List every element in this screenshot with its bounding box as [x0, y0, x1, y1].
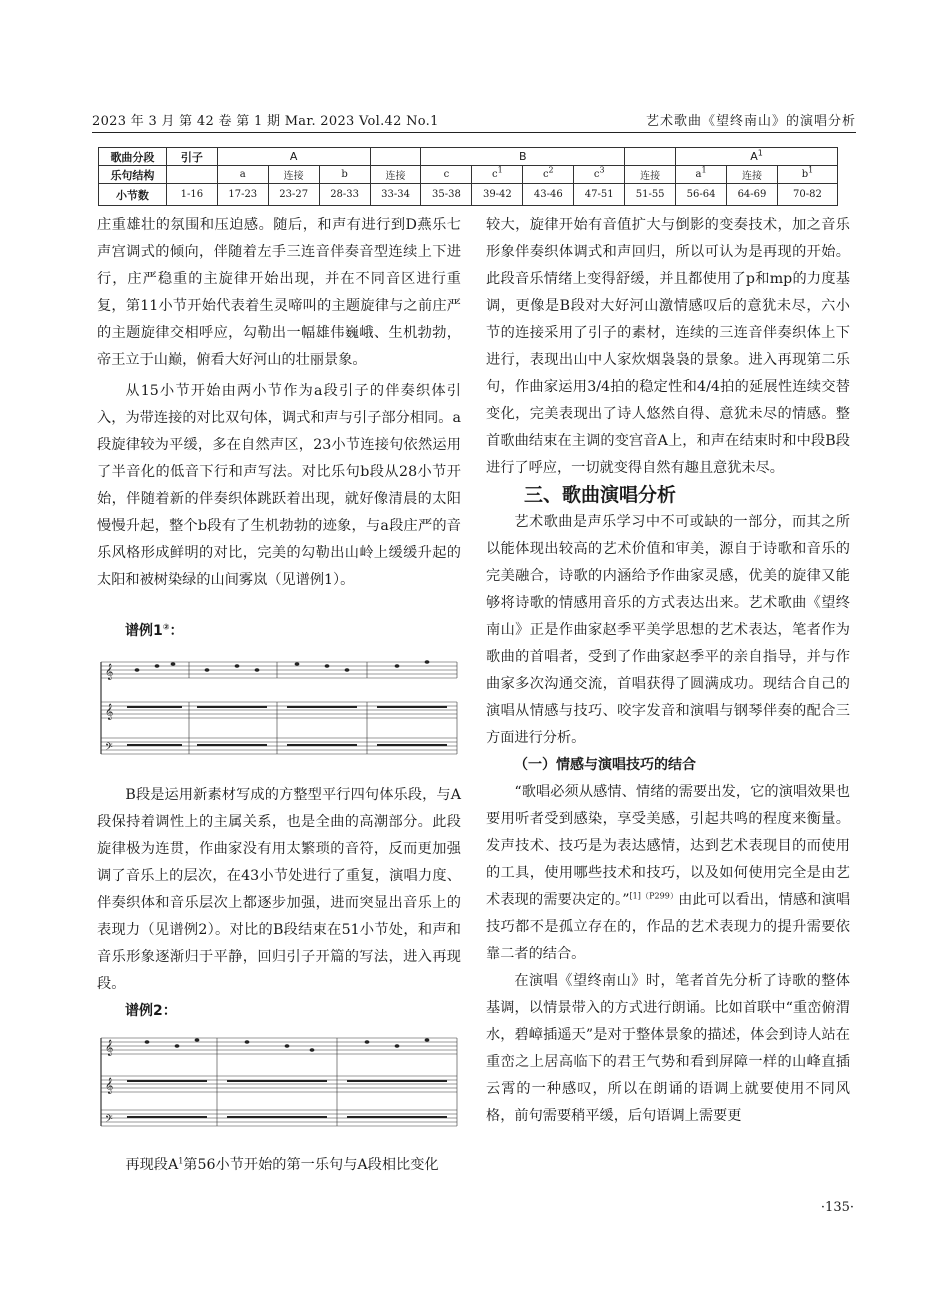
svg-text:𝄞: 𝄞 — [105, 1040, 114, 1056]
row-label: 乐句结构 — [99, 166, 167, 184]
bar-cell: 64-69 — [727, 184, 778, 206]
table-row-sections — [99, 148, 838, 166]
phrase-cell: 连接 — [268, 166, 319, 184]
structure-table — [98, 147, 838, 206]
phrase-cell: 连接 — [625, 166, 676, 184]
phrase-cell — [472, 166, 523, 184]
bar-cell: 70-82 — [777, 184, 837, 206]
section-heading: 三、歌曲演唱分析 — [524, 484, 677, 506]
phrase-sup: 2 — [548, 165, 554, 175]
footnote-mark: ② — [162, 622, 170, 632]
bar-cell: 23-27 — [268, 184, 319, 206]
phrase-label: c — [492, 169, 498, 180]
bar-cell: 47-51 — [574, 184, 625, 206]
bar-cell: 35-38 — [421, 184, 472, 206]
phrase-cell: b — [319, 166, 370, 184]
section-sup: 1 — [757, 148, 763, 158]
table-cell — [370, 148, 421, 166]
phrase-label: a — [695, 169, 702, 180]
phrase-cell: 连接 — [727, 166, 778, 184]
example-1-caption — [125, 620, 184, 640]
section-cell: A — [217, 148, 370, 166]
paragraph: B段是运用新素材写成的方整型平行四句体乐段，与A段保持着调性上的主属关系，也是全曲的高潮部分。此段旋律极为连贯，作曲家没有用太繁琐的音符，反而更加强调了音乐上的层次，在43小节处进行了重复，演唱力度、伴奏织体和音乐层次上都逐步加强，进而突显出音乐上的表现力（见谱例2）。对比的B段结束在51小节处，和声和音乐形象逐渐归于平静，回归引子开篇的写法，进入再现段。 — [97, 787, 461, 992]
paragraph: 艺术歌曲是声乐学习中不可或缺的一部分，而其之所以能体现出较高的艺术价值和审美，源自于诗歌和音乐的完美融合，诗歌的内涵给予作曲家灵感，优美的旋律又能够将诗歌的情感用音乐的方式表达出来。艺术歌曲《望终南山》正是作曲家赵季平美学思想的艺术表达，笔者作为歌曲的首唱者，受到了作曲家赵季平的亲自指导，并与作曲家多次沟通交流，首唱获得了圆满成功。现结合自己的演唱从情感与技巧、咬字发音和演唱与钢琴伴奏的配合三方面进行分析。 — [486, 514, 850, 746]
superscript: 1 — [178, 1156, 184, 1166]
left-column-end — [97, 1152, 461, 1179]
phrase-sup: 1 — [497, 165, 503, 175]
phrase-cell: 连接 — [370, 166, 421, 184]
phrase-cell — [574, 166, 625, 184]
row-label: 歌曲分段 — [99, 148, 167, 166]
bar-cell: 17-23 — [217, 184, 268, 206]
phrase-label: c — [593, 169, 600, 180]
caption-colon: ： — [169, 623, 184, 639]
bar-cell: 33-34 — [370, 184, 421, 206]
paragraph: 较大，旋律开始有音值扩大与倒影的变奏技术，加之音乐形象伴奏织体调式和声回归，所以可认为是再现的开始。此段音乐情绪上变得舒缓，并且都使用了p和mp的力度基调，更像是B段对大好河山激情感叹后的意犹未尽，六小节的连接采用了引子的素材，连续的三连音伴奏织体上下进行，表现出山中人家炊烟袅袅的景象。进入再现第二乐句，作曲家运用3/4拍的稳定性和4/4拍的延展性连续交替变化，完美表现出了诗人悠然自得、意犹未尽的情感。整首歌曲结束在主调的变宫音A上，和声在结束时和中段B段进行了呼应，一切就变得自然有趣且意犹未尽。 — [486, 217, 850, 476]
bar-cell: 51-55 — [625, 184, 676, 206]
phrase-label: c — [542, 169, 549, 180]
phrase-cell — [777, 166, 837, 184]
text-run: 再现段A — [125, 1157, 179, 1173]
text-run: 第56小节开始的第一乐句与A段相比变化 — [183, 1157, 439, 1173]
caption-label: 谱例1 — [125, 623, 163, 639]
bar-cell: 1-16 — [166, 184, 217, 206]
subsection-heading: （一）情感与演唱技巧的结合 — [514, 757, 696, 773]
phrase-cell: a — [217, 166, 268, 184]
quote-text: “歌唱必须从感情、情绪的需要出发，它的演唱效果也要用听者受到感染，享受美感，引起共鸣的程度来衡量。发声技术、技巧是为表达感情，达到艺术表现目的而使用的工具，使用哪些技术和技巧，以及如何使用完全是由艺术表现的需要决定的。” — [486, 784, 850, 908]
table-row-phrases — [99, 166, 838, 184]
phrase-cell — [523, 166, 574, 184]
phrase-sup: 1 — [701, 165, 707, 175]
paragraph: 庄重雄壮的氛围和压迫感。随后，和声有进行到D燕乐七声宫调式的倾向，伴随着左手三连音伴奏音型连续上下进行，庄严稳重的主旋律开始出现，并在不同音区进行重复，第11小节开始代表着生灵啼叫的主题旋律与之前庄严的主题旋律交相呼应，勾勒出一幅雄伟巍峨、生机勃勃，帝王立于山巅，俯看大好河山的壮丽景象。 — [97, 217, 461, 368]
example-2-caption: 谱例2： — [125, 1003, 177, 1019]
header-rule — [92, 132, 856, 133]
right-column — [486, 212, 850, 1130]
svg-text:𝄞: 𝄞 — [105, 704, 114, 720]
running-header-left: 2023 年 3 月 第 42 卷 第 1 期 Mar. 2023 Vol.42 No.1 — [92, 114, 439, 129]
paragraph — [97, 1152, 461, 1179]
page-number: ·135· — [820, 1200, 854, 1215]
left-column — [97, 212, 461, 594]
bar-cell: 39-42 — [472, 184, 523, 206]
left-column-cont — [97, 782, 461, 998]
section-label: A — [750, 150, 758, 163]
score-example-1 — [97, 652, 461, 772]
section-cell: 引子 — [166, 148, 217, 166]
svg-text:𝄢: 𝄢 — [105, 1113, 113, 1127]
phrase-sup: 3 — [599, 165, 605, 175]
svg-text:𝄞: 𝄞 — [105, 664, 114, 680]
citation: [1]（P299） — [629, 891, 679, 901]
section-cell — [676, 148, 838, 166]
section-cell: B — [421, 148, 625, 166]
row-label: 小节数 — [99, 184, 167, 206]
text-run: 由此可以看出，情感和演唱技巧都不是孤立存在的，作品的艺术表现力的提升需要依靠二者的结合。 — [486, 892, 851, 962]
paragraph: 在演唱《望终南山》时，笔者首先分析了诗歌的整体基调，以情景带入的方式进行朗诵。比如首联中“重峦俯渭水，碧嶂插遥天”是对于整体景象的描述，体会到诗人站在重峦之上居高临下的君王气势和看到屏障一样的山峰直插云霄的一种感叹，所以在朗诵的语调上就要使用不同风格，前句需要稍平缓，后句语调上需要更 — [486, 973, 850, 1124]
bar-cell: 56-64 — [676, 184, 727, 206]
bar-cell: 43-46 — [523, 184, 574, 206]
phrase-cell: c — [421, 166, 472, 184]
table-cell — [625, 148, 676, 166]
table-cell — [166, 166, 217, 184]
paragraph — [486, 779, 850, 968]
table-row-bars — [99, 184, 838, 206]
svg-text:𝄢: 𝄢 — [105, 741, 113, 755]
paragraph: 从15小节开始由两小节作为a段引子的伴奏织体引入，为带连接的对比双句体，调式和声与引子部分相同。a段旋律较为平缓，多在自然声区，23小节连接句依然运用了半音化的低音下行和声写法。对比乐句b段从28小节开始，伴随着新的伴奏织体跳跃着出现，就好像清晨的太阳慢慢升起，整个b段有了生机勃勃的迹象，与a段庄严的音乐风格形成鲜明的对比，完美的勾勒出山岭上缓缓升起的太阳和被树染绿的山间雾岚（见谱例1）。 — [97, 383, 461, 588]
svg-text:𝄞: 𝄞 — [105, 1078, 114, 1094]
phrase-sup: 1 — [808, 165, 814, 175]
bar-cell: 28-33 — [319, 184, 370, 206]
phrase-cell — [676, 166, 727, 184]
score-example-2 — [97, 1030, 461, 1140]
running-header-right: 艺术歌曲《望终南山》的演唱分析 — [645, 114, 856, 129]
phrase-label: b — [801, 169, 809, 180]
